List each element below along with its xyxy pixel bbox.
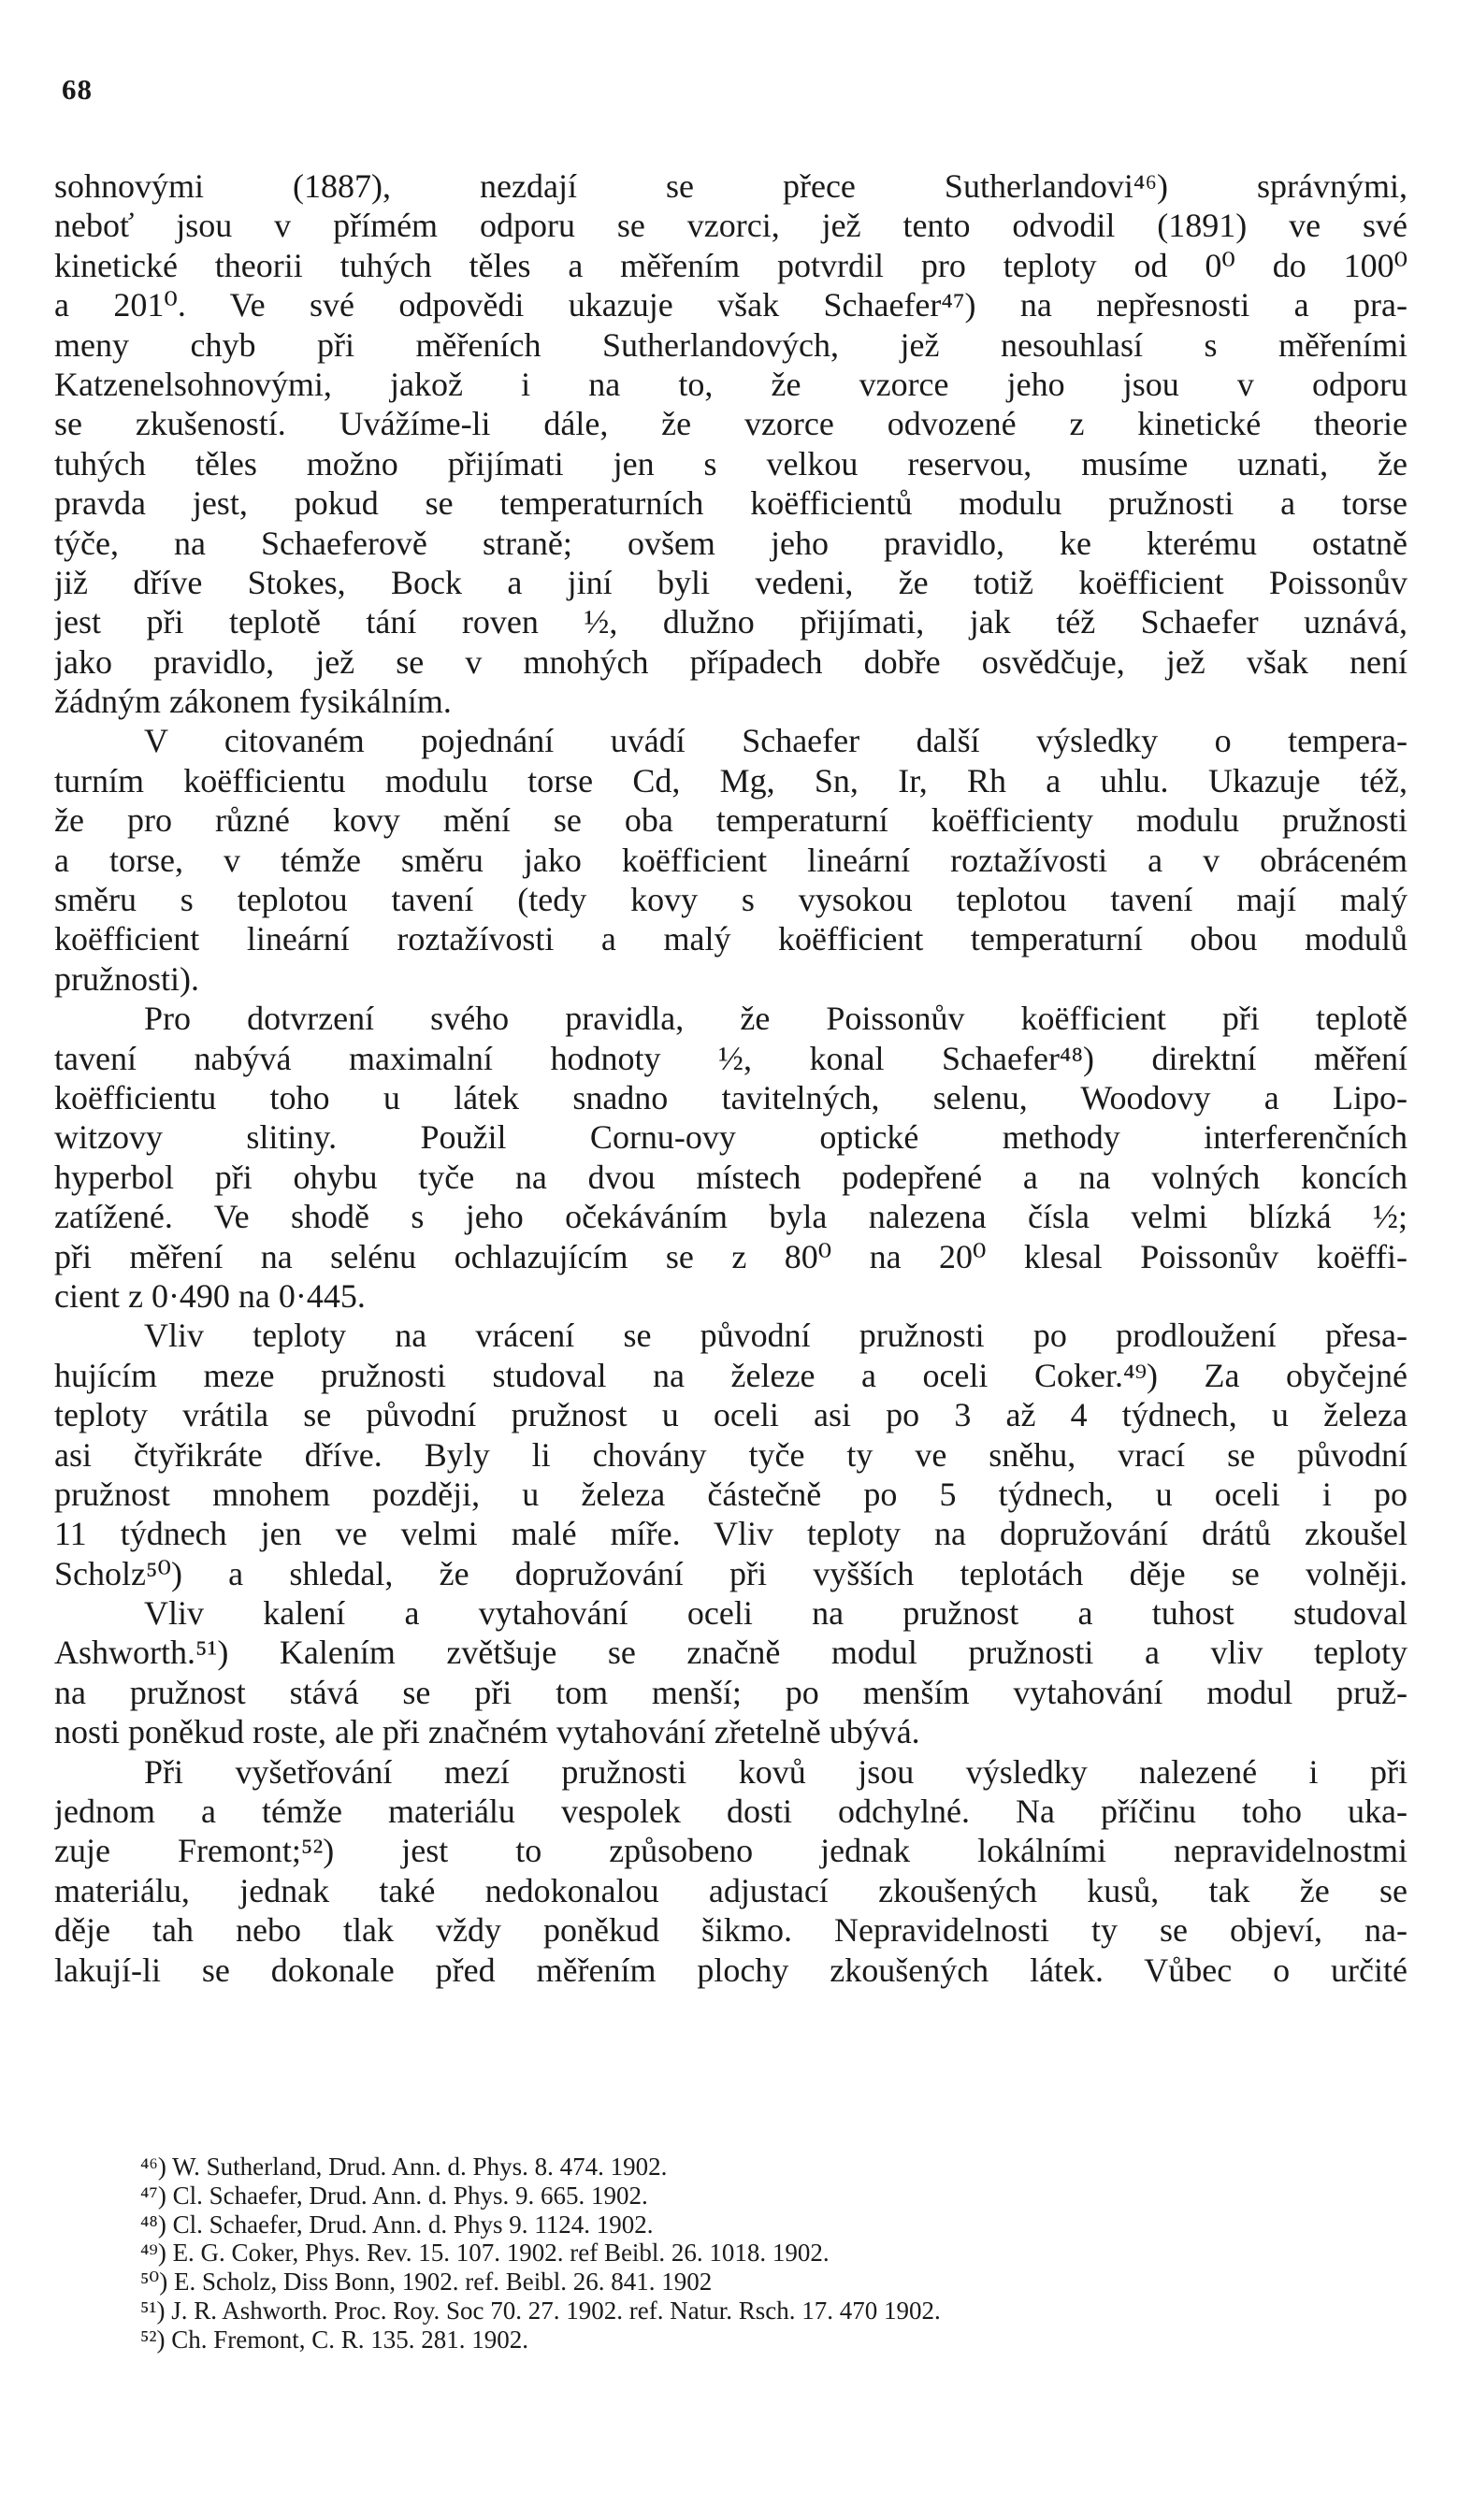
footnote: ⁴⁸) Cl. Schaefer, Drud. Ann. d. Phys 9. 1124. 1902. bbox=[140, 2210, 654, 2239]
footnote: ⁵¹) J. R. Ashworth. Proc. Roy. Soc 70. 27. 1902. ref. Natur. Rsch. 17. 470 1902. bbox=[140, 2296, 941, 2325]
footnote: ⁵²) Ch. Fremont, C. R. 135. 281. 1902. bbox=[140, 2325, 529, 2354]
text-line: hyperbol při ohybu tyče na dvou místech podepřené a na volných koncích bbox=[54, 1158, 1407, 1196]
text-line: směru s teplotou tavení (tedy kovy s vysokou teplotou tavení mají malý bbox=[54, 881, 1407, 919]
text-line: cient z 0·490 na 0·445. bbox=[54, 1276, 366, 1315]
text-line: zuje Fremont;⁵²) jest to způsobeno jednak lokálními nepravidelnostmi bbox=[54, 1832, 1407, 1870]
text-line: meny chyb při měřeních Sutherlandových, jež nesouhlasí s měřeními bbox=[54, 325, 1407, 364]
text-line: Vliv teploty na vrácení se původní pružnosti po prodloužení přesa- bbox=[144, 1317, 1407, 1355]
text-line: tuhých těles možno přijímati jen s velkou reservou, musíme uznati, že bbox=[54, 444, 1407, 482]
page-number: 68 bbox=[62, 73, 93, 106]
text-line: Při vyšetřování mezí pružnosti kovů jsou výsledky nalezené i při bbox=[144, 1752, 1407, 1791]
text-line: koëfficient lineární roztažívosti a malý koëfficient temperaturní obou modulů bbox=[54, 920, 1407, 958]
footnote: ⁴⁶) W. Sutherland, Drud. Ann. d. Phys. 8. 474. 1902. bbox=[140, 2153, 668, 2181]
text-line: děje tah nebo tlak vždy poněkud šikmo. Nepravidelnosti ty se objeví, na- bbox=[54, 1911, 1407, 1950]
text-line: jako pravidlo, jež se v mnohých případech dobře osvědčuje, jež však není bbox=[54, 642, 1407, 681]
text-line: V citovaném pojednání uvádí Schaefer další výsledky o tempera- bbox=[144, 722, 1407, 760]
footnote: ⁴⁹) E. G. Coker, Phys. Rev. 15. 107. 1902. ref Beibl. 26. 1018. 1902. bbox=[140, 2239, 830, 2268]
text-line: pravda jest, pokud se temperaturních koëfficientů modulu pružnosti a torse bbox=[54, 484, 1407, 523]
text-line: asi čtyřikráte dříve. Byly li chovány tyče ty ve sněhu, vrací se původní bbox=[54, 1435, 1407, 1474]
footnote: ⁴⁷) Cl. Schaefer, Drud. Ann. d. Phys. 9. 665. 1902. bbox=[140, 2181, 648, 2210]
text-line: nosti poněkud roste, ale při značném vytahování zřetelně ubývá. bbox=[54, 1713, 920, 1751]
text-line: pružnost mnohem později, u železa částečně po 5 týdnech, u oceli i po bbox=[54, 1475, 1407, 1513]
text-line: materiálu, jednak také nedokonalou adjustací zkoušených kusů, tak že se bbox=[54, 1871, 1407, 1909]
text-line: witzovy slitiny. Použil Cornu-ovy optické methody interferenčních bbox=[54, 1118, 1407, 1157]
text-line: turním koëfficientu modulu torse Cd, Mg, Sn, Ir, Rh a uhlu. Ukazuje též, bbox=[54, 761, 1407, 799]
text-line: 11 týdnech jen ve velmi malé míře. Vliv teploty na dopružování drátů zkoušel bbox=[54, 1515, 1407, 1553]
text-line: koëfficientu toho u látek snadno tavitelných, selenu, Woodovy a Lipo- bbox=[54, 1078, 1407, 1116]
text-line: pružnosti). bbox=[54, 959, 199, 998]
text-line: Katzenelsohnovými, jakož i na to, že vzorce jeho jsou v odporu bbox=[54, 365, 1407, 403]
text-line: a torse, v témže směru jako koëfficient lineární roztažívosti a v obráceném bbox=[54, 841, 1407, 879]
text-line: sohnovými (1887), nezdají se přece Sutherlandovi⁴⁶) správnými, bbox=[54, 167, 1407, 205]
text-line: již dříve Stokes, Bock a jiní byli vedeni, že totiž koëfficient Poissonův bbox=[54, 563, 1407, 601]
body-text bbox=[54, 166, 1407, 1990]
text-line: zatížené. Ve shodě s jeho očekáváním byla nalezena čísla velmi blízká ½; bbox=[54, 1198, 1407, 1236]
text-line: tavení nabývá maximalní hodnoty ½, konal Schaefer⁴⁸) direktní měření bbox=[54, 1039, 1407, 1077]
text-line: Scholz⁵⁰) a shledal, že dopružování při vyšších teplotách děje se volněji. bbox=[54, 1554, 1407, 1592]
text-line: žádným zákonem fysikálním. bbox=[54, 683, 452, 721]
text-line: hujícím meze pružnosti studoval na železe a oceli Coker.⁴⁹) Za obyčejné bbox=[54, 1356, 1407, 1394]
text-line: se zkušeností. Uvážíme-li dále, že vzorce odvozené z kinetické theorie bbox=[54, 405, 1407, 443]
text-line: Ashworth.⁵¹) Kalením zvětšuje se značně modul pružnosti a vliv teploty bbox=[54, 1634, 1407, 1672]
text-line: kinetické theorii tuhých těles a měřením potvrdil pro teploty od 0⁰ do 100⁰ bbox=[54, 246, 1407, 284]
text-line: týče, na Schaeferově straně; ovšem jeho pravidlo, ke kterému ostatně bbox=[54, 524, 1407, 562]
footnote: ⁵⁰) E. Scholz, Diss Bonn, 1902. ref. Beibl. 26. 841. 1902 bbox=[140, 2268, 713, 2297]
text-line: při měření na selénu ochlazujícím se z 80⁰ na 20⁰ klesal Poissonův koëffi- bbox=[54, 1237, 1407, 1275]
text-line: na pružnost stává se při tom menší; po menším vytahování modul pruž- bbox=[54, 1673, 1407, 1711]
text-line: Pro dotvrzení svého pravidla, že Poissonův koëfficient při teplotě bbox=[144, 1000, 1407, 1038]
text-line: a 201⁰. Ve své odpovědi ukazuje však Schaefer⁴⁷) na nepřesnosti a pra- bbox=[54, 286, 1407, 324]
text-line: jest při teplotě tání roven ½, dlužno přijímati, jak též Schaefer uznává, bbox=[54, 603, 1407, 641]
text-line: Vliv kalení a vytahování oceli na pružnost a tuhost studoval bbox=[144, 1594, 1407, 1633]
text-line: neboť jsou v přímém odporu se vzorci, jež tento odvodil (1891) ve své bbox=[54, 207, 1407, 245]
text-line: jednom a témže materiálu vespolek dosti odchylné. Na příčinu toho uka- bbox=[54, 1793, 1407, 1831]
footnotes bbox=[140, 2153, 1393, 2354]
text-line: že pro různé kovy mění se oba temperaturní koëfficienty modulu pružnosti bbox=[54, 801, 1407, 840]
text-line: lakují-li se dokonale před měřením plochy zkoušených látek. Vůbec o určité bbox=[54, 1951, 1407, 1989]
text-line: teploty vrátila se původní pružnost u oceli asi po 3 až 4 týdnech, u železa bbox=[54, 1396, 1407, 1434]
